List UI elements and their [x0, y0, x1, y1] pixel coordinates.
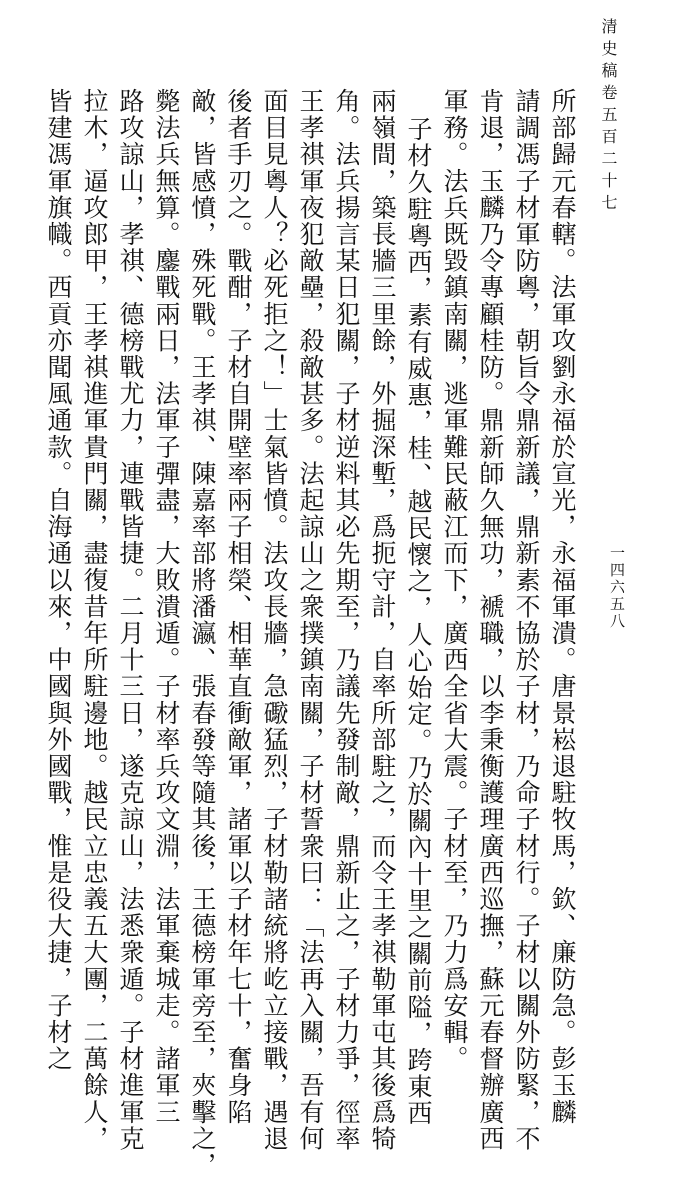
text-column-2: 請調馮子材軍防粵，朝旨令鼎新議，鼎新素不協於子材，乃命子材行。子材以關外防緊，不 — [512, 88, 541, 1152]
text-column-6: 兩嶺間，築長牆三里餘，外掘深塹，爲扼守計，自率所部駐之，而令王孝祺勒軍屯其後爲犄 — [368, 88, 397, 1152]
text-column-4: 軍務。法兵既毀鎮南關，逃軍難民蔽江而下，廣西全省大震。子材至，乃力爲安輯。 — [440, 88, 469, 1073]
text-column-11: 敵，皆感憤，殊死戰。王孝祺、陳嘉率部將潘瀛、張春發等隨其後，王德榜軍旁至，夾擊之， — [188, 88, 217, 1179]
text-column-14: 拉木，逼攻郎甲，王孝祺進軍貴門關，盡復昔年所駐邊地。越民立忠義五大團，二萬餘人， — [80, 88, 109, 1152]
text-column-9: 面目見粵人？必死拒之！」士氣皆憤。法攻長牆，急礮猛烈，子材勒諸統將屹立接戰，遇退 — [260, 88, 289, 1152]
running-head: 清史稿卷五百二十七 — [599, 18, 618, 216]
text-column-5: 子材久駐粵西，素有威惠，桂、越民懷之，人心始定。乃於關內十里之關前隘，跨東西 — [404, 116, 433, 1127]
text-column-8: 王孝祺軍夜犯敵壘，殺敵甚多。法起諒山之衆撲鎮南關，子材誓衆曰：「法再入關，吾有何 — [296, 88, 325, 1152]
text-column-12: 斃法兵無算。鏖戰兩日，法軍子彈盡，大敗潰遁。子材率兵攻文淵，法軍棄城走。諸軍三 — [152, 88, 181, 1126]
text-column-15: 皆建馮軍旗幟。西貢亦聞風通款。自海通以來，中國與外國戰，惟是役大捷，子材之 — [44, 88, 73, 1073]
text-column-3: 肯退，玉麟乃令專顧桂防。鼎新師久無功，褫職，以李秉衡護理廣西巡撫，蘇元春督辦廣西 — [476, 88, 505, 1152]
page-number: 一四六五八 — [608, 545, 626, 630]
text-column-10: 後者手刃之。戰酣，子材自開壁率兩子相榮、相華直衝敵軍，諸軍以子材年七十，奮身陷 — [224, 88, 253, 1126]
text-column-1: 所部歸元春轄。法軍攻劉永福於宣光，永福軍潰。唐景崧退駐牧馬，欽、廉防急。彭玉麟 — [548, 88, 577, 1126]
text-column-7: 角。法兵揚言某日犯關，子材逆料其必先期至，乃議先發制敵，鼎新止之，子材力爭，徑率 — [332, 88, 361, 1152]
text-column-13: 路攻諒山，孝祺、德榜戰尤力，連戰皆捷。二月十三日，遂克諒山，法悉衆遁。子材進軍克 — [116, 88, 145, 1152]
